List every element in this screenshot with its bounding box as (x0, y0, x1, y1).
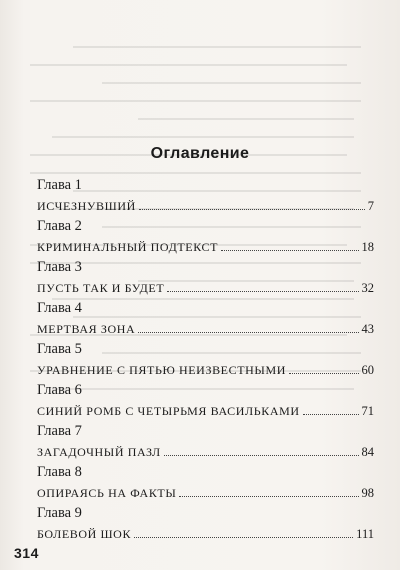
chapter-number: Глава 2 (37, 218, 82, 234)
toc-entry[interactable] (37, 504, 374, 545)
page-reference: 71 (361, 404, 374, 418)
page-reference: 32 (361, 281, 374, 295)
chapter-title: ЗАГАДОЧНЫЙ ПАЗЛ (37, 445, 161, 459)
chapter-title: УРАВНЕНИЕ С ПЯТЬЮ НЕИЗВЕСТНЫМИ (37, 363, 286, 377)
page-reference: 60 (361, 363, 374, 377)
chapter-title: КРИМИНАЛЬНЫЙ ПОДТЕКСТ (37, 240, 219, 254)
toc-entry[interactable] (37, 217, 374, 258)
chapter-title: ПУСТЬ ТАК И БУДЕТ (37, 281, 165, 295)
toc-entry[interactable] (37, 299, 374, 340)
toc-title: Оглавление (150, 145, 250, 162)
dot-leader (167, 290, 358, 292)
chapter-title: БОЛЕВОЙ ШОК (37, 527, 132, 541)
chapter-number: Глава 5 (37, 341, 82, 357)
chapter-number: Глава 3 (37, 259, 82, 275)
page-reference: 111 (356, 527, 374, 541)
chapter-title: СИНИЙ РОМБ С ЧЕТЫРЬМЯ ВАСИЛЬКАМИ (37, 404, 300, 418)
toc-entry[interactable] (37, 381, 374, 422)
chapter-title: ИСЧЕЗНУВШИЙ (37, 199, 136, 213)
toc-entry[interactable] (37, 463, 374, 504)
chapter-number: Глава 4 (37, 300, 82, 316)
page-reference: 18 (361, 240, 374, 254)
page-number: 314 (14, 545, 39, 561)
chapter-number: Глава 6 (37, 382, 82, 398)
toc-entry[interactable] (37, 258, 374, 299)
dot-leader (139, 208, 365, 210)
page-reference: 7 (367, 199, 374, 213)
dot-leader (221, 249, 358, 251)
page-reference: 84 (361, 445, 374, 459)
chapter-title: ОПИРАЯСЬ НА ФАКТЫ (37, 486, 177, 500)
dot-leader (134, 536, 353, 538)
chapter-number: Глава 7 (37, 423, 82, 439)
chapter-number: Глава 8 (37, 464, 82, 480)
toc-entry[interactable] (37, 422, 374, 463)
dot-leader (179, 495, 358, 497)
table-of-contents (37, 176, 374, 545)
toc-entry[interactable] (37, 340, 374, 381)
dot-leader (164, 454, 359, 456)
chapter-number: Глава 1 (37, 177, 82, 193)
chapter-number: Глава 9 (37, 505, 82, 521)
toc-entry[interactable] (37, 176, 374, 217)
dot-leader (138, 331, 358, 333)
dot-leader (303, 413, 359, 415)
page-reference: 43 (361, 322, 374, 336)
dot-leader (289, 372, 359, 374)
chapter-title: МЕРТВАЯ ЗОНА (37, 322, 136, 336)
page-reference: 98 (361, 486, 374, 500)
